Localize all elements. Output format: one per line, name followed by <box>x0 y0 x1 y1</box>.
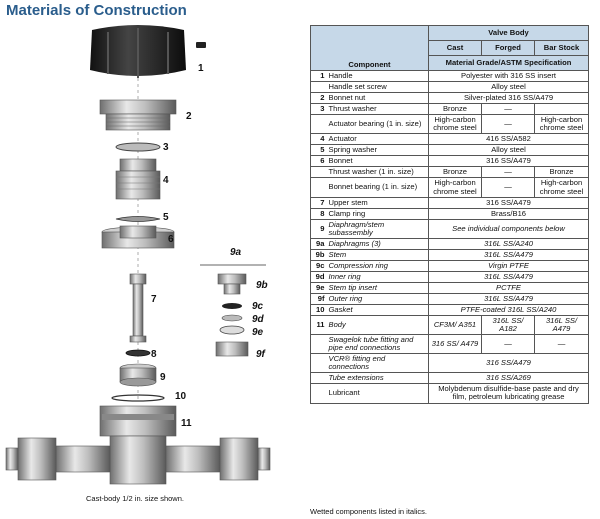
row-number: 8 <box>311 208 327 219</box>
forged-value: — <box>482 115 535 134</box>
row-number <box>311 115 327 134</box>
component-name: Tube extensions <box>327 373 429 384</box>
material-value: Alloy steel <box>429 145 589 156</box>
cast-value: 316 SS/ A479 <box>429 335 482 354</box>
forged-value: — <box>482 335 535 354</box>
table-row <box>311 197 589 208</box>
table-row <box>311 293 589 304</box>
material-value: 316L SS/A479 <box>429 249 589 260</box>
part-label-6: 6 <box>168 234 174 245</box>
diaphragm-subassembly-part <box>120 364 156 386</box>
body-part <box>6 406 270 484</box>
bar-stock-value: High-carbon chrome steel <box>535 115 589 134</box>
table-row <box>311 249 589 260</box>
materials-table <box>310 25 589 404</box>
row-number: 9c <box>311 260 327 271</box>
component-name: VCR® fitting end connections <box>327 354 429 373</box>
row-number <box>311 354 327 373</box>
bar-stock-value: 316L SS/ A479 <box>535 316 589 335</box>
table-row <box>311 384 589 403</box>
row-number <box>311 335 327 354</box>
cast-value: Bronze <box>429 104 482 115</box>
actuator-part <box>116 159 160 199</box>
forged-value: — <box>482 178 535 197</box>
component-name: Gasket <box>327 305 429 316</box>
part-label-2: 2 <box>186 111 192 122</box>
cast-value: Bronze <box>429 167 482 178</box>
material-value: 316 SS/A479 <box>429 156 589 167</box>
thrust-washer-part <box>116 143 160 151</box>
row-number: 9a <box>311 238 327 249</box>
table-row <box>311 167 589 178</box>
material-value: PTFE-coated 316L SS/A240 <box>429 305 589 316</box>
diagram-caption: Cast-body 1/2 in. size shown. <box>86 494 184 503</box>
material-value: Polyester with 316 SS insert <box>429 71 589 82</box>
bar-stock-value: Bronze <box>535 167 589 178</box>
part-label-1: 1 <box>198 63 204 74</box>
material-value: 316L SS/A479 <box>429 293 589 304</box>
materials-table-body <box>311 71 589 404</box>
part-label-9f: 9f <box>256 349 265 360</box>
table-row <box>311 260 589 271</box>
page-title: Materials of Construction <box>6 2 187 19</box>
part-label-9d: 9d <box>252 314 264 325</box>
material-value: 316L SS/A479 <box>429 271 589 282</box>
table-footnote: Wetted components listed in italics. <box>310 507 428 516</box>
component-name: Body <box>327 316 429 335</box>
material-value: Virgin PTFE <box>429 260 589 271</box>
row-number: 9f <box>311 293 327 304</box>
material-value: See individual components below <box>429 219 589 238</box>
part-label-7: 7 <box>151 294 157 305</box>
material-grade-header: Material Grade/ASTM Specification <box>429 56 589 71</box>
material-value: Brass/B16 <box>429 208 589 219</box>
component-name: Stem <box>327 249 429 260</box>
component-name: Inner ring <box>327 271 429 282</box>
component-name: Stem tip insert <box>327 282 429 293</box>
component-name: Spring washer <box>327 145 429 156</box>
table-row <box>311 219 589 238</box>
table-row <box>311 71 589 82</box>
bar-stock-value: — <box>535 335 589 354</box>
material-value: 316L SS/A240 <box>429 238 589 249</box>
component-name: Thrust washer <box>327 104 429 115</box>
part-label-9a: 9a <box>230 247 242 258</box>
component-name: Compression ring <box>327 260 429 271</box>
part-label-11: 11 <box>181 418 192 429</box>
row-number: 3 <box>311 104 327 115</box>
exploded-valve-diagram <box>0 22 306 512</box>
material-value: 316 SS/A269 <box>429 373 589 384</box>
clamp-ring-part <box>126 350 150 356</box>
row-number: 9b <box>311 249 327 260</box>
row-number: 11 <box>311 316 327 335</box>
component-name: Diaphragms (3) <box>327 238 429 249</box>
row-number: 9e <box>311 282 327 293</box>
component-name: Outer ring <box>327 293 429 304</box>
material-value: 416 SS/A582 <box>429 134 589 145</box>
material-value: Alloy steel <box>429 82 589 93</box>
row-number <box>311 373 327 384</box>
row-number: 5 <box>311 145 327 156</box>
row-number: 9 <box>311 219 327 238</box>
forged-value: 316L SS/ A182 <box>482 316 535 335</box>
table-row <box>311 104 589 115</box>
component-name: Clamp ring <box>327 208 429 219</box>
component-header: Component <box>311 26 429 71</box>
part-label-9: 9 <box>160 372 166 383</box>
forged-value: — <box>482 167 535 178</box>
part-label-9c: 9c <box>252 301 264 312</box>
bar-stock-header: Bar Stock <box>535 41 589 56</box>
part-label-3: 3 <box>163 142 169 153</box>
row-number: 6 <box>311 156 327 167</box>
part-label-8: 8 <box>151 349 157 360</box>
material-value: Silver-plated 316 SS/A479 <box>429 93 589 104</box>
component-name: Bonnet <box>327 156 429 167</box>
table-row <box>311 305 589 316</box>
material-value: Molybdenum disulfide-base paste and dry film, petroleum lubricating grease <box>429 384 589 403</box>
part-label-5: 5 <box>163 212 169 223</box>
part-label-9e: 9e <box>252 327 264 338</box>
component-name: Upper stem <box>327 197 429 208</box>
row-number: 2 <box>311 93 327 104</box>
cast-value: High-carbon chrome steel <box>429 115 482 134</box>
table-row <box>311 335 589 354</box>
cast-header: Cast <box>429 41 482 56</box>
cast-value: CF3M/ A351 <box>429 316 482 335</box>
table-row <box>311 134 589 145</box>
table-row <box>311 271 589 282</box>
table-row <box>311 316 589 335</box>
bonnet-part <box>102 226 174 248</box>
spring-washer-part <box>116 217 160 222</box>
material-value: 316 SS/A479 <box>429 354 589 373</box>
bar-stock-value: High-carbon chrome steel <box>535 178 589 197</box>
table-row <box>311 82 589 93</box>
bonnet-nut-part <box>100 100 176 130</box>
row-number <box>311 82 327 93</box>
table-row <box>311 208 589 219</box>
table-row <box>311 93 589 104</box>
part-label-4: 4 <box>163 175 169 186</box>
material-value: 316 SS/A479 <box>429 197 589 208</box>
table-row <box>311 354 589 373</box>
table-row <box>311 156 589 167</box>
component-name: Bonnet bearing (1 in. size) <box>327 178 429 197</box>
upper-stem-part <box>130 274 146 342</box>
component-name: Bonnet nut <box>327 93 429 104</box>
table-row <box>311 373 589 384</box>
row-number: 1 <box>311 71 327 82</box>
row-number: 4 <box>311 134 327 145</box>
component-name: Actuator bearing (1 in. size) <box>327 115 429 134</box>
row-number: 10 <box>311 305 327 316</box>
valve-body-header: Valve Body <box>429 26 589 41</box>
material-value: PCTFE <box>429 282 589 293</box>
table-row <box>311 282 589 293</box>
forged-header: Forged <box>482 41 535 56</box>
row-number: 7 <box>311 197 327 208</box>
component-name: Actuator <box>327 134 429 145</box>
row-number: 9d <box>311 271 327 282</box>
row-number <box>311 384 327 403</box>
table-row <box>311 115 589 134</box>
component-name: Diaphragm/stem subassembly <box>327 219 429 238</box>
component-name: Handle <box>327 71 429 82</box>
handle-part <box>90 25 206 78</box>
table-row <box>311 238 589 249</box>
component-name: Thrust washer (1 in. size) <box>327 167 429 178</box>
table-row <box>311 145 589 156</box>
row-number <box>311 178 327 197</box>
cast-value: High-carbon chrome steel <box>429 178 482 197</box>
part-label-10: 10 <box>175 391 187 402</box>
component-name: Handle set screw <box>327 82 429 93</box>
row-number <box>311 167 327 178</box>
part-label-9b: 9b <box>256 280 268 291</box>
table-row <box>311 178 589 197</box>
bar-stock-value <box>535 104 589 115</box>
forged-value: — <box>482 104 535 115</box>
component-name: Swagelok tube fitting and pipe end connections <box>327 335 429 354</box>
component-name: Lubricant <box>327 384 429 403</box>
